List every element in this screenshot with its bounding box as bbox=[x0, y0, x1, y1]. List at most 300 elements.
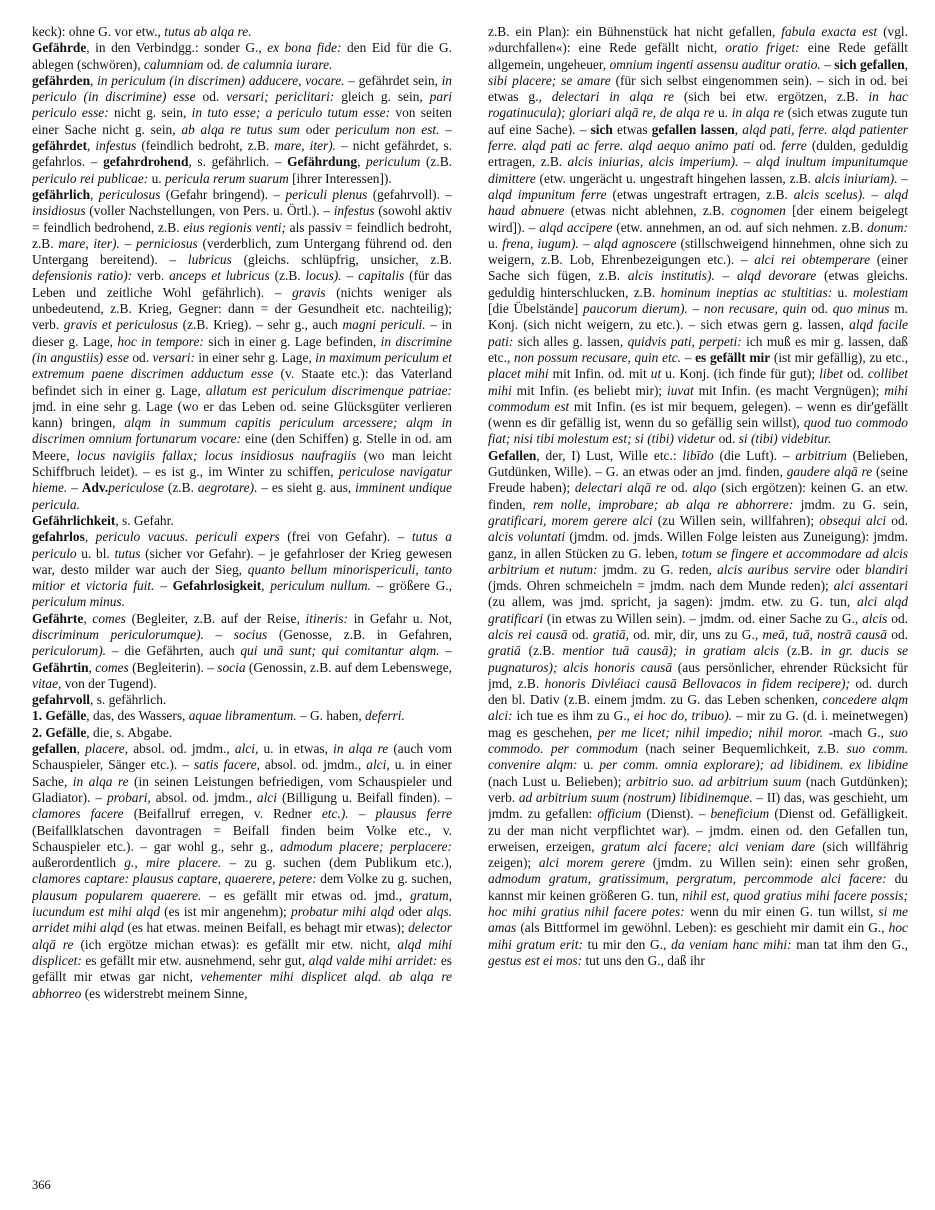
entry-text: , bbox=[90, 186, 99, 202]
left-column bbox=[32, 24, 452, 1174]
latin-text: ut bbox=[650, 366, 662, 382]
entry-text: (auch vom Schauspieler, Sänger etc.). – bbox=[32, 741, 452, 773]
entry-text: (sicher vor Gefahr). – je gefahrloser der Krieg gewesen war, desto milder war auch der Sieg, bbox=[32, 545, 452, 577]
latin-text: gratiā, bbox=[592, 626, 629, 642]
entry-text: od. bbox=[842, 366, 868, 382]
latin-text: periculum bbox=[366, 154, 421, 170]
latin-text: periculo vacuus. periculi expers bbox=[95, 529, 280, 545]
entry-text: von seiten einer Sache nicht g. sein, bbox=[32, 105, 452, 137]
entry-text: wenn du mir einen G. tun willst, bbox=[684, 904, 879, 920]
latin-text: oratio friget: bbox=[725, 40, 800, 56]
entry-text: (Genossin, z.B. auf dem Lebenswege, bbox=[245, 659, 452, 675]
latin-text: gravis et periculosus bbox=[63, 317, 178, 333]
entry-text: , bbox=[76, 741, 86, 757]
entry-text: – bbox=[681, 349, 696, 365]
entry-text: [die Übelstände] bbox=[488, 301, 583, 317]
entry-text: (verderblich, zum Untergang führend od. den Untergang bereitend). – bbox=[32, 235, 452, 268]
entry-text: etwas bbox=[612, 121, 652, 137]
dictionary-entry bbox=[32, 24, 452, 40]
entry-text: (nach Gutdünken); verb. bbox=[488, 773, 908, 805]
latin-text: vitae, bbox=[32, 675, 62, 691]
latin-text: in gr. ducis se pugnaturos); alcis honoris causā bbox=[488, 643, 908, 675]
entry-text: od. bbox=[195, 89, 227, 105]
entry-text: , s. Gefahr. bbox=[115, 512, 174, 528]
entry-text: , bbox=[87, 138, 96, 154]
latin-text: alcis iniurias, alcis imperium). bbox=[567, 154, 739, 170]
latin-text: periculose navigatur hieme. bbox=[32, 464, 452, 496]
entry-text: jmdm. zu G. sein, bbox=[793, 496, 908, 512]
headword: gefährden bbox=[32, 72, 91, 88]
latin-text: mentior tuā causā); in gratiam alcis bbox=[562, 643, 779, 659]
latin-text: ex bona fide: bbox=[267, 40, 342, 56]
entry-text: mit Infin. (es beliebt mir); bbox=[511, 382, 667, 398]
entry-text: (etw. annehmen, an od. auf sich nehmen. z.B. bbox=[612, 219, 868, 235]
headword: gefallen lassen bbox=[651, 121, 735, 137]
latin-text: hominum ineptias ac stultitias: bbox=[660, 284, 833, 300]
entry-text: , bbox=[904, 56, 908, 72]
headword: gefahrdrohend bbox=[103, 154, 189, 170]
entry-text: (Beifallruf erregen, v. Redner bbox=[123, 806, 322, 822]
latin-text: arbitrium bbox=[795, 447, 847, 463]
latin-text: locus). bbox=[305, 268, 342, 284]
entry-text: , bbox=[88, 659, 96, 675]
latin-text: rem nolle, improbare; ab alqa re abhorrere: bbox=[532, 496, 794, 512]
latin-text: alqm in summum capitis periculum arcessere; alqm in discrimen omnium fortunarum vocare: bbox=[32, 415, 452, 447]
latin-text: per me licet; nihil impedio; nihil moror. bbox=[597, 724, 824, 740]
latin-text: calumniam bbox=[143, 56, 204, 72]
entry-text: – bbox=[687, 301, 704, 317]
entry-text: du kannst mir keinen größeren G. tun, bbox=[488, 871, 908, 903]
latin-text: plausum popularem quaerere. bbox=[32, 887, 202, 903]
entry-text: , der, I) Lust, Wille etc.: bbox=[536, 447, 683, 463]
latin-text: eius regionis venti; bbox=[183, 219, 286, 235]
entry-text: , die, s. Abgabe. bbox=[86, 724, 173, 740]
entry-text: – II) das, was geschieht, um jmdm. zu gefallen: bbox=[488, 789, 908, 822]
latin-text: periculi plenus bbox=[285, 186, 368, 202]
entry-text: [ihrer Interessen]). bbox=[288, 170, 392, 186]
latin-text: admodum placere; perplacere: bbox=[279, 838, 452, 854]
entry-text: u. in etwas, bbox=[258, 741, 334, 757]
latin-text: allatum est periculum discrimenque patriae: bbox=[205, 382, 452, 398]
entry-text: (ist mir gefällig), zu etc., bbox=[770, 349, 908, 365]
entry-text: (Belieben, Gutdünken, Wille). – G. an etwas oder an jmd. finden, bbox=[488, 447, 908, 480]
entry-text: (vgl. »durchfallen«): eine Rede gefällt nicht, bbox=[488, 24, 908, 56]
entry-text: (als Bittformel im gewöhnl. Leben): es geschieht mir damit ein G., bbox=[516, 920, 889, 936]
entry-text: od. mir, dir, uns zu G., bbox=[628, 626, 763, 642]
latin-text: periculum minus. bbox=[32, 594, 125, 610]
entry-text: od. bbox=[666, 480, 693, 496]
latin-text: libet bbox=[819, 366, 843, 382]
dictionary-entry bbox=[32, 40, 452, 73]
latin-text: satis facere, bbox=[193, 757, 260, 773]
latin-text: per comm. omnia explorare); ad libidinem. ex libidine bbox=[599, 757, 908, 773]
entry-text: , bbox=[734, 121, 743, 137]
latin-text: frena, iugum). bbox=[502, 235, 579, 251]
entry-text: – es gefällt mir etwas od. jmd., bbox=[201, 887, 410, 903]
dictionary-entry bbox=[32, 741, 452, 1002]
latin-text: non recusare, quin bbox=[703, 301, 807, 317]
entry-text: (sich ergötzen): keinen G. an etw. finden, bbox=[488, 480, 908, 512]
entry-text: od. bbox=[754, 138, 782, 154]
latin-text: imminent undique pericula. bbox=[32, 480, 452, 512]
entry-text: u. bbox=[714, 105, 732, 121]
entry-text: – bbox=[154, 578, 173, 594]
latin-text: qui unā sunt; qui comitantur alqm. bbox=[240, 643, 440, 659]
latin-text: quanto bellum minorispericuli, tanto mitior et victoria fuit. bbox=[32, 561, 452, 594]
latin-text: in periculo (in discrimine) esse bbox=[32, 72, 452, 105]
latin-text: alqd accipere bbox=[539, 219, 613, 235]
entry-text: u. bbox=[148, 170, 166, 186]
latin-text: in tuto esse; a periculo tutum esse: bbox=[191, 105, 391, 121]
latin-text: sibi placere; se amare bbox=[488, 72, 611, 88]
entry-text: eine Rede gefällt allgemein, ungeheuer, bbox=[488, 40, 908, 72]
latin-text: in discrimine (in angustiis) esse bbox=[32, 333, 452, 365]
entry-text: (z.B. Krieg). – sehr g., auch bbox=[177, 317, 343, 333]
latin-text: si me amas bbox=[488, 904, 908, 936]
entry-text: od. bbox=[567, 626, 593, 642]
latin-text: alqd agnoscere bbox=[593, 235, 677, 251]
entry-text: sich alles g. lassen, bbox=[513, 333, 628, 349]
headword: Gefallen bbox=[488, 447, 537, 463]
entry-text: mit Infin. (es macht Vergnügen); bbox=[693, 382, 885, 398]
entry-text: (sich bei etw. ergötzen, z.B. bbox=[673, 89, 869, 105]
entry-text: – bbox=[341, 268, 359, 284]
entry-text: , bbox=[357, 154, 367, 170]
entry-text: – größere G., bbox=[370, 578, 452, 594]
latin-text: magni periculi. bbox=[342, 317, 426, 333]
dictionary-entry bbox=[32, 725, 452, 741]
entry-text: od. bbox=[806, 301, 833, 317]
latin-text: officium bbox=[597, 806, 642, 822]
entry-text: , das, des Wassers, bbox=[86, 708, 189, 724]
entry-text: (feindlich bedroht, z.B. bbox=[136, 138, 275, 154]
entry-text: (Begleiter, z.B. auf der Reise, bbox=[125, 610, 306, 626]
entry-text: z.B. ein Plan): ein Bühnenstück hat nicht gefallen, bbox=[488, 24, 782, 39]
latin-text: plausus ferre bbox=[375, 806, 452, 822]
latin-text: gratum, iucundum est mihi alqd bbox=[32, 887, 452, 920]
entry-text: (etwas gleichs. geduldig hinterschlucken, z.B. bbox=[488, 268, 908, 300]
latin-text: in maximum periculum et extremum paene discrimen adductum esse bbox=[32, 349, 452, 382]
entry-text: (stillschweigend hinnehmen, ohne sich zu weigern, z.B. Lob, Ehrenbezeigungen etc.). – bbox=[488, 235, 908, 268]
entry-text: (Dienst). – bbox=[641, 806, 711, 822]
entry-text: od. bbox=[203, 56, 227, 72]
latin-text: mare, iter). bbox=[58, 235, 120, 251]
entry-text: (Dienst od. Gefälligkeit. zu der man nicht verpflichtet war). – jmdm. einen od. den Gefallen tun, erweisen, erzeigen, bbox=[488, 806, 908, 854]
entry-text: eine (den Schiffen) g. Stelle in od. am Meere, bbox=[32, 431, 452, 463]
latin-text: lubricus bbox=[187, 252, 232, 268]
entry-text: es gefällt mir etw. ausnehmend, sehr gut, bbox=[81, 952, 309, 968]
latin-text: discriminum periculorumque). bbox=[32, 626, 204, 642]
latin-text: alci assentari bbox=[833, 578, 908, 594]
entry-text: ich tue es ihm zu G., bbox=[512, 708, 634, 724]
entry-text: – bbox=[820, 56, 835, 72]
headword: Gefährde bbox=[32, 40, 87, 56]
entry-text: mit Infin. (es ist mir bequem, gelegen). – wenn es dir'gefällt (wenn es dir gefällig ist, wenn du so gefällig sein willst), bbox=[488, 398, 908, 431]
entry-text: -mach G., bbox=[823, 724, 890, 740]
latin-text: deferri. bbox=[365, 708, 405, 724]
entry-text: (dulden, geduldig ertragen, z.B. bbox=[488, 138, 908, 170]
entry-text: [der einem beigelegt wird]). – bbox=[488, 203, 908, 235]
latin-text: obsequi alci bbox=[819, 512, 887, 528]
entry-text: (zu allem, was jmd. spricht, ja sagen): jmdm. etw. zu G. tun, bbox=[488, 594, 858, 610]
entry-text: – in dieser g. Lage, bbox=[32, 317, 452, 349]
latin-text: aquae libramentum. bbox=[188, 708, 297, 724]
entry-text: od. bbox=[887, 610, 908, 626]
latin-text: defensionis ratio): bbox=[32, 268, 133, 284]
latin-text: g., mire placere. bbox=[124, 855, 222, 871]
entry-text: nicht g. sein, bbox=[108, 105, 192, 121]
headword: sich gefallen bbox=[834, 56, 905, 72]
latin-text: alci, bbox=[234, 741, 259, 757]
latin-text: alqo bbox=[692, 480, 717, 496]
latin-text: aegrotare). bbox=[197, 480, 258, 496]
latin-text: alqd haud abnuere bbox=[488, 186, 908, 219]
entry-text: den Eid für die G. ablegen (schwören), bbox=[32, 40, 452, 72]
entry-text: man tat ihm den G., bbox=[791, 936, 908, 952]
entry-text: (nach Lust u. Belieben); bbox=[488, 773, 626, 789]
dictionary-page bbox=[32, 24, 908, 1174]
latin-text: comes bbox=[92, 610, 126, 626]
latin-text: admodum gratum, gratissimum, pergratum, percommode alci facere: bbox=[488, 871, 887, 887]
entry-text: , bbox=[90, 72, 98, 88]
latin-text: pari periculo esse: bbox=[32, 89, 452, 121]
latin-text: alqd impunitum ferre bbox=[488, 186, 607, 202]
entry-text: (nach seiner Bequemlichkeit, z.B. bbox=[637, 741, 847, 757]
entry-text: u. bbox=[577, 757, 600, 773]
entry-text: u. in einer Sache, bbox=[32, 757, 452, 789]
entry-text: mit Infin. od. mit bbox=[548, 366, 651, 382]
entry-text: dem Volke zu g. suchen, bbox=[316, 871, 452, 887]
dictionary-entry bbox=[32, 708, 452, 724]
latin-text: socius bbox=[233, 626, 268, 642]
latin-text: clamores facere bbox=[32, 806, 124, 822]
latin-text: clamores captare: plausus captare, quaerere, petere: bbox=[32, 871, 317, 887]
entry-text: (in seinen Leistungen befriedigen, vom Schauspieler und Gladiator). – bbox=[32, 773, 452, 805]
latin-text: mare, iter). bbox=[274, 138, 337, 154]
latin-text: blandiri bbox=[864, 561, 908, 577]
headword: gefahrvoll bbox=[32, 692, 91, 708]
dictionary-entry bbox=[32, 187, 452, 513]
latin-text: delectari in alqa re bbox=[551, 89, 674, 105]
entry-text: – bbox=[439, 643, 452, 659]
latin-text: periculum nullum. bbox=[270, 578, 371, 594]
latin-text: itineris: bbox=[305, 610, 348, 626]
headword: Gefahrlosigkeit bbox=[172, 578, 262, 594]
entry-text: (die Luft). – bbox=[713, 447, 796, 463]
entry-text: (z.B. bbox=[778, 643, 821, 659]
page-number: 366 bbox=[32, 1178, 51, 1192]
entry-text: u. bl. bbox=[76, 545, 115, 561]
headword: gefahrlos bbox=[32, 529, 85, 545]
latin-text: alqd valde mihi arridet: bbox=[308, 952, 438, 968]
entry-text: absol. od. jmdm., bbox=[259, 757, 367, 773]
latin-text: alcis institutis). bbox=[627, 268, 715, 284]
entry-text: (in etwas zu Willen sein). – jmdm. od. einer Sache zu G., bbox=[543, 610, 863, 626]
latin-text: tutus a periculo bbox=[32, 529, 452, 561]
entry-text: (es ist mir angenehm); bbox=[159, 904, 291, 920]
entry-text: (etw. ungerächt u. ungestraft hingehen lassen, z.B. bbox=[535, 170, 815, 186]
entry-text: – bbox=[119, 235, 136, 251]
entry-text: (sich willfährig zeigen); bbox=[488, 838, 908, 871]
latin-text: alci rei obtemperare bbox=[754, 252, 871, 268]
latin-text: periculum non est. bbox=[335, 121, 440, 137]
entry-text: (jmdm. od. jmds. Willen Folge leisten aus Zuneigung): jmdm. ganz, in allen Stücken zu G. leben, bbox=[488, 529, 908, 561]
entry-text: außerordentlich bbox=[32, 855, 125, 871]
entry-text: od. bbox=[886, 626, 908, 642]
entry-text: (Begleiterin). – bbox=[128, 659, 218, 675]
latin-text: in hac rogatinucula); gloriari alqā re, de alqa re bbox=[488, 89, 908, 121]
entry-text: od. bbox=[128, 349, 153, 365]
latin-text: quidvis pati, perpeti: bbox=[627, 333, 742, 349]
latin-text: beneficium bbox=[710, 806, 770, 822]
latin-text: probari, bbox=[106, 789, 151, 805]
latin-text: periculosus bbox=[98, 186, 161, 202]
entry-text: (sich etwas zugute tun auf eine Sache). – bbox=[488, 105, 908, 137]
latin-text: locus navigiis fallax; locus insidiosus naufragiis bbox=[76, 447, 357, 463]
entry-text: – bbox=[714, 268, 737, 284]
latin-text: insidiosus bbox=[32, 203, 86, 219]
entry-text: u. bbox=[832, 284, 853, 300]
latin-text: anceps et lubricus bbox=[169, 268, 270, 284]
latin-text: concedere alqm alci: bbox=[488, 692, 908, 724]
headword: gefährdet bbox=[32, 138, 88, 154]
entry-text: (für das Leben und zeitliche Wohl gefährlich). – bbox=[32, 268, 452, 300]
entry-text: oder bbox=[394, 904, 427, 920]
latin-text: alcis rei causā bbox=[488, 626, 568, 642]
latin-text: in alqa re bbox=[333, 741, 389, 757]
latin-text: versari; periclitari: bbox=[226, 89, 335, 105]
entry-text: (z.B. bbox=[164, 480, 198, 496]
entry-text: , in den Verbindgg.: sonder G., bbox=[86, 40, 268, 56]
dictionary-entry bbox=[32, 611, 452, 692]
entry-text: – es sieht g. aus, bbox=[257, 480, 356, 496]
latin-text: pericula rerum suarum bbox=[165, 170, 289, 186]
latin-text: libīdo bbox=[682, 447, 714, 463]
latin-text: non possum recusare, quin etc. bbox=[514, 349, 682, 365]
entry-text: ich muß es mir g. lassen, daß etc., bbox=[488, 333, 908, 365]
headword: 2. Gefälle bbox=[32, 724, 87, 740]
latin-text: gaudere alqā re bbox=[786, 464, 873, 480]
latin-text: fabula exacta est bbox=[781, 24, 878, 39]
entry-text: – bbox=[738, 154, 756, 170]
entry-text: jmd. in eine sehr g. Lage (wo er das Leben od. seine Glücksgüter verlieren kann) bringen, bbox=[32, 398, 452, 431]
dictionary-entry bbox=[32, 529, 452, 610]
entry-text: (es widerstrebt meinem Sinne, bbox=[81, 985, 248, 1001]
entry-text: – bbox=[578, 235, 594, 251]
latin-text: in alqa re bbox=[72, 773, 129, 789]
headword: 1. Gefälle bbox=[32, 708, 87, 724]
entry-text: sich in einer g. Lage befinden, bbox=[203, 333, 381, 349]
latin-text: in periculum (in discrimen) adducere, vocare. bbox=[97, 72, 345, 88]
entry-text: (nichts weniger als unbedeutend, z.B. Krieg, Gegner: dann = der Gesundheit etc. nachteilig); verb. bbox=[32, 284, 452, 333]
latin-text: suo commodo. per commodum bbox=[488, 724, 908, 757]
latin-text: gratificari, morem gerere alci bbox=[488, 512, 653, 528]
entry-text: – bbox=[865, 186, 885, 202]
entry-text: (etwas ungestraft ertragen, z.B. bbox=[606, 186, 794, 202]
latin-text: hoc mihi gratum erit: bbox=[488, 920, 908, 952]
entry-text: (z.B. bbox=[269, 268, 306, 284]
entry-text: (es hat etwas. meinen Beifall, es behagt mir etwas); bbox=[123, 920, 409, 936]
latin-text: alcis voluntati bbox=[488, 529, 566, 545]
entry-text: absol. od. jmdm., bbox=[128, 741, 235, 757]
latin-text: gratum alci facere; alci veniam dare bbox=[601, 838, 816, 854]
latin-text: tutus bbox=[114, 545, 141, 561]
entry-text: m. Konj. (sich nicht weigern, zu etc.). – sich etwas gern g. lassen, bbox=[488, 301, 908, 333]
latin-text: versari: bbox=[152, 349, 195, 365]
latin-text: suo comm. convenire alqm: bbox=[488, 741, 908, 773]
latin-text: donum: bbox=[867, 219, 908, 235]
latin-text: alcis bbox=[862, 610, 888, 626]
latin-text: gravis bbox=[292, 284, 326, 300]
latin-text: de calumnia iurare. bbox=[226, 56, 333, 72]
entry-text: (frei von Gefahr). – bbox=[279, 529, 412, 545]
latin-text: infestus bbox=[333, 203, 375, 219]
entry-text: als passiv = feindlich bedroht, z.B. bbox=[32, 219, 452, 251]
entry-text: (gleichs. schlüpfrig, unsicher, z.B. bbox=[231, 252, 452, 268]
latin-text: alci morem gerere bbox=[538, 855, 646, 871]
headword: gefährlich bbox=[32, 186, 91, 202]
latin-text: in alqa re bbox=[731, 105, 784, 121]
entry-text: od. bbox=[715, 431, 739, 447]
entry-text: od. durch den bl. Dativ (z.B. einem jmdm. zu G. das Leben schenken, bbox=[488, 675, 908, 708]
entry-text: – bbox=[67, 480, 82, 496]
entry-text: (für sich selbst eingenommen sein). – sich in od. bei etwas g., bbox=[488, 72, 908, 105]
entry-text: (gefahrvoll). – bbox=[367, 186, 452, 202]
entry-text: (voller Nachstellungen, von Pers. u. Örtl.). – bbox=[85, 203, 334, 219]
latin-text: ei hoc do, tribuo). bbox=[633, 708, 733, 724]
entry-text: (ich ergötze michan etwas): es gefällt mir etw. nicht, bbox=[73, 936, 398, 952]
entry-text: (jmdm. zu Willen sein): einen sehr großen, bbox=[645, 855, 908, 871]
latin-text: alqd pati, ferre. alqd patienter ferre. alqd pati ac ferre. alqd aequo animo pati bbox=[488, 121, 908, 154]
entry-text: in Gefahr u. Not, bbox=[347, 610, 452, 626]
latin-text: totum se fingere et accommodare ad alcis arbitrium et nutum: bbox=[488, 545, 908, 577]
latin-text: quod tuo commodo fiat; nisi tibi molestum est; si (tibi) videtur bbox=[488, 415, 908, 447]
headword: Gefährlichkeit bbox=[32, 512, 116, 528]
latin-text: capitalis bbox=[358, 268, 405, 284]
headword: sich bbox=[590, 121, 613, 137]
latin-text: honoris Divléiaci causā Bellovacos in fidem recipere); bbox=[544, 675, 850, 691]
latin-text: alqd mihi displicet: bbox=[32, 936, 452, 968]
headword: Gefährdung bbox=[287, 154, 358, 170]
entry-text: jmdm. zu G. reden, bbox=[597, 561, 718, 577]
entry-text: – bbox=[439, 121, 452, 137]
entry-text: tut uns den G., daß ihr bbox=[582, 952, 705, 968]
latin-text: periculose bbox=[108, 480, 164, 496]
headword: Gefährtin bbox=[32, 659, 89, 675]
latin-text: alci bbox=[256, 789, 277, 805]
entry-text: , bbox=[84, 529, 96, 545]
latin-text: periculo rei publicae: bbox=[32, 170, 149, 186]
entry-text: (Billigung u. Beifall finden). – bbox=[276, 789, 452, 805]
entry-text: – bbox=[348, 806, 376, 822]
entry-text: (Gefahr bringend). – bbox=[160, 186, 286, 202]
dictionary-entry bbox=[32, 73, 452, 187]
latin-text: tutus ab alqa re. bbox=[164, 24, 252, 39]
entry-text: (seine Freude haben); bbox=[488, 464, 908, 496]
entry-text: in einer sehr g. Lage, bbox=[194, 349, 316, 365]
dictionary-entry bbox=[488, 24, 908, 448]
entry-text: , s. gefährlich. – bbox=[188, 154, 288, 170]
dictionary-entry bbox=[32, 513, 452, 529]
latin-text: arbitrio suo. ad arbitrium suum bbox=[626, 773, 802, 789]
latin-text: gestus est ei mos: bbox=[488, 952, 583, 968]
latin-text: da veniam hanc mihi: bbox=[671, 936, 792, 952]
latin-text: placere, bbox=[85, 741, 129, 757]
entry-text: (Beifallklatschen davontragen = Beifall finden beim Volke etc., v. Schauspieler etc.). – gar wohl g., sehr g., bbox=[32, 822, 452, 854]
entry-text: – nicht gefährdet, s. gefahrlos. – bbox=[32, 138, 452, 170]
latin-text: nihil est, quod gratius mihi facere possis; hoc mihi gratius nihil facere potes: bbox=[488, 887, 908, 920]
headword: es gefällt mir bbox=[695, 349, 771, 365]
